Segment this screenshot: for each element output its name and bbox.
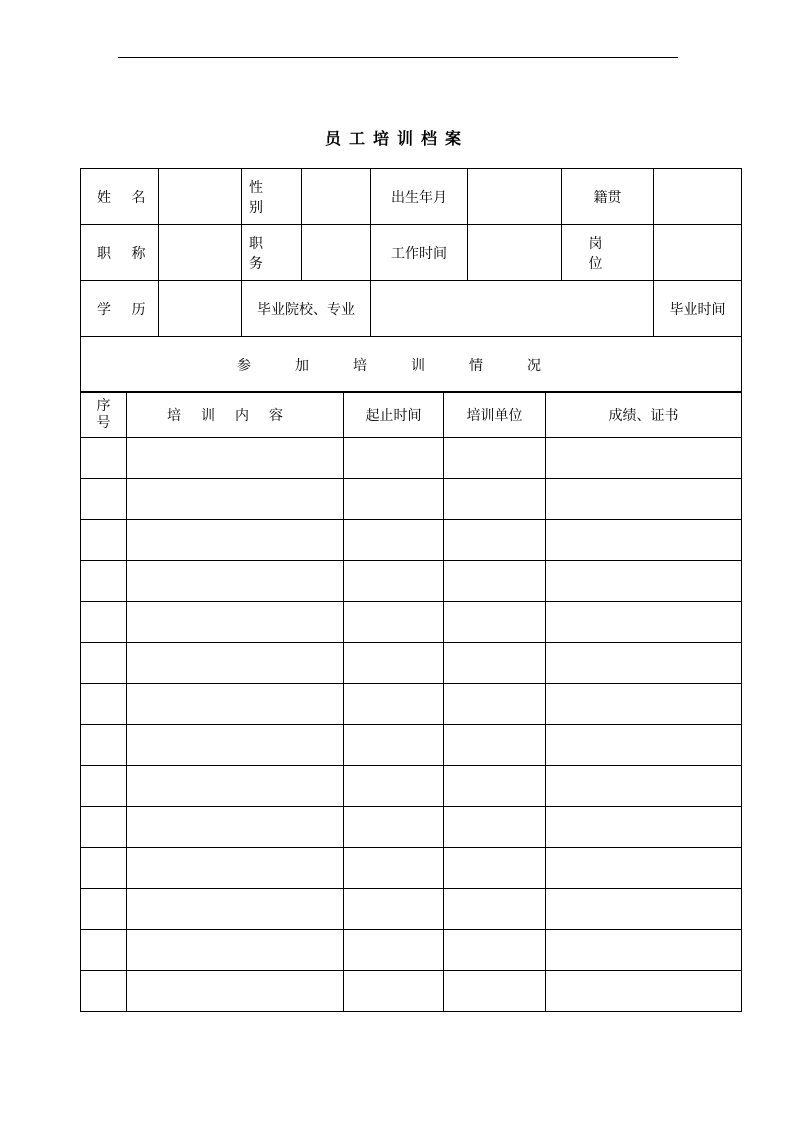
table-row [81,766,742,807]
number-cell[interactable] [81,438,127,479]
result-cell[interactable] [546,930,742,971]
result-cell[interactable] [546,766,742,807]
content-cell[interactable] [127,725,344,766]
period-cell[interactable] [344,971,444,1012]
period-cell[interactable] [344,889,444,930]
organizer-cell[interactable] [444,684,546,725]
period-cell[interactable] [344,561,444,602]
result-cell[interactable] [546,561,742,602]
result-cell[interactable] [546,684,742,725]
result-cell[interactable] [546,971,742,1012]
result-cell[interactable] [546,479,742,520]
number-cell[interactable] [81,520,127,561]
column-header-organizer: 培训单位 [444,392,546,438]
result-cell[interactable] [546,602,742,643]
content-cell[interactable] [127,479,344,520]
document-title: 员工培训档案 [324,129,469,148]
number-cell[interactable] [81,807,127,848]
organizer-cell[interactable] [444,889,546,930]
result-cell[interactable] [546,520,742,561]
content-cell[interactable] [127,520,344,561]
period-cell[interactable] [344,684,444,725]
post-label: 岗 位 [562,225,654,281]
table-row [81,520,742,561]
result-cell[interactable] [546,643,742,684]
personal-info-table [80,168,742,393]
organizer-cell[interactable] [444,848,546,889]
info-row-2 [81,225,742,281]
period-cell[interactable] [344,643,444,684]
organizer-cell[interactable] [444,438,546,479]
column-header-result: 成绩、证书 [546,392,742,438]
organizer-cell[interactable] [444,807,546,848]
period-cell[interactable] [344,930,444,971]
content-cell[interactable] [127,438,344,479]
period-cell[interactable] [344,848,444,889]
number-cell[interactable] [81,971,127,1012]
period-cell[interactable] [344,725,444,766]
table-row [81,725,742,766]
content-cell[interactable] [127,971,344,1012]
number-cell[interactable] [81,766,127,807]
organizer-cell[interactable] [444,766,546,807]
result-cell[interactable] [546,889,742,930]
number-cell[interactable] [81,602,127,643]
education-field[interactable] [159,281,242,337]
period-cell[interactable] [344,602,444,643]
table-row [81,479,742,520]
table-row [81,561,742,602]
number-cell[interactable] [81,848,127,889]
work-start-label: 工作时间 [371,225,468,281]
organizer-cell[interactable] [444,561,546,602]
gender-field[interactable] [302,169,371,225]
info-row-3 [81,281,742,337]
table-row [81,889,742,930]
native-place-label: 籍贯 [562,169,654,225]
organizer-cell[interactable] [444,643,546,684]
column-header-number [81,392,127,438]
result-cell[interactable] [546,848,742,889]
result-cell[interactable] [546,438,742,479]
period-cell[interactable] [344,479,444,520]
content-cell[interactable] [127,766,344,807]
content-cell[interactable] [127,684,344,725]
table-row [81,438,742,479]
number-cell[interactable] [81,479,127,520]
post-field[interactable] [654,225,742,281]
work-start-field[interactable] [468,225,562,281]
table-row [81,684,742,725]
period-cell[interactable] [344,438,444,479]
position-label: 职 务 [242,225,302,281]
organizer-cell[interactable] [444,971,546,1012]
result-cell[interactable] [546,725,742,766]
content-cell[interactable] [127,848,344,889]
table-row [81,971,742,1012]
content-cell[interactable] [127,643,344,684]
birth-date-field[interactable] [468,169,562,225]
number-cell[interactable] [81,725,127,766]
content-cell[interactable] [127,602,344,643]
column-header-number-char-2: 号 [96,414,111,431]
header-rule [118,57,678,58]
period-cell[interactable] [344,766,444,807]
organizer-cell[interactable] [444,520,546,561]
birth-date-label: 出生年月 [371,169,468,225]
number-cell[interactable] [81,643,127,684]
gender-label: 性 别 [242,169,302,225]
position-field[interactable] [302,225,371,281]
job-title-field[interactable] [159,225,242,281]
number-cell[interactable] [81,561,127,602]
number-cell[interactable] [81,930,127,971]
graduate-school-major-label: 毕业院校、专业 [242,281,371,337]
period-cell[interactable] [344,520,444,561]
content-cell[interactable] [127,889,344,930]
content-cell[interactable] [127,807,344,848]
job-title-label: 职 称 [81,225,159,281]
column-header-content: 培训内容 [127,392,344,438]
organizer-cell[interactable] [444,479,546,520]
graduate-school-major-field[interactable] [371,281,654,337]
table-row [81,643,742,684]
organizer-cell[interactable] [444,930,546,971]
table-row [81,807,742,848]
table-row [81,602,742,643]
native-place-field[interactable] [654,169,742,225]
content-cell[interactable] [127,930,344,971]
period-cell[interactable] [344,807,444,848]
result-cell[interactable] [546,807,742,848]
number-cell[interactable] [81,684,127,725]
training-records-table [80,391,742,1012]
content-cell[interactable] [127,561,344,602]
number-cell[interactable] [81,889,127,930]
table-row [81,848,742,889]
name-label: 姓 名 [81,169,159,225]
info-row-1 [81,169,742,225]
table-row [81,930,742,971]
education-label: 学 历 [81,281,159,337]
organizer-cell[interactable] [444,725,546,766]
graduation-date-label: 毕业时间 [654,281,742,337]
training-rows [81,438,742,1012]
training-header-row [81,392,742,438]
column-header-period: 起止时间 [344,392,444,438]
training-section-heading: 参加培训情况 [81,337,742,393]
name-field[interactable] [159,169,242,225]
training-section-row [81,337,742,393]
column-header-number-char-1: 序 [96,397,111,414]
organizer-cell[interactable] [444,602,546,643]
